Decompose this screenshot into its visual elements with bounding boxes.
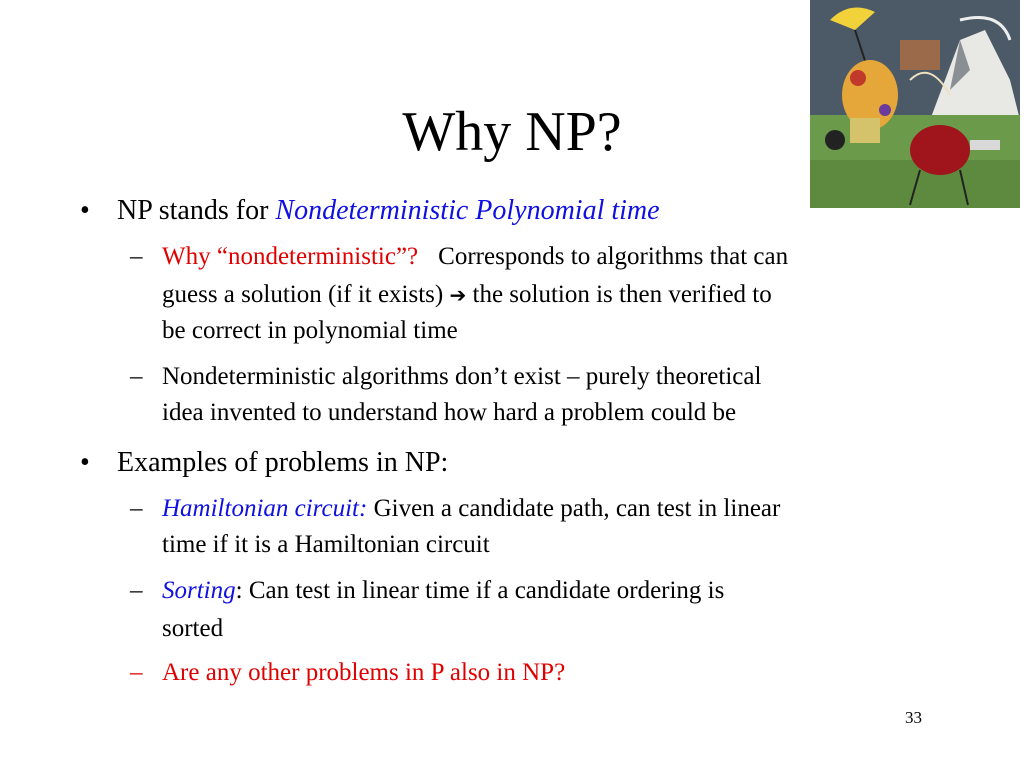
sub-1-1-line-2 <box>162 280 772 310</box>
bullet-1-highlight: Nondeterministic Polynomial time <box>275 195 660 226</box>
sub-2-1-term: Hamiltonian circuit <box>162 495 359 522</box>
arrow-right-icon: ➔ <box>449 283 467 307</box>
sub-1-1-red-lead: Why “nondeterministic”? <box>162 243 419 270</box>
bullet-2: Examples of problems in NP: <box>117 447 449 478</box>
sub-1-1-line-1 <box>162 242 788 272</box>
bullet-icon: • <box>80 447 90 478</box>
dash-icon: – <box>130 363 143 390</box>
sub-1-1-rest: Corresponds to algorithms that can <box>438 243 789 270</box>
dash-icon: – <box>130 495 143 522</box>
bullet-1-prefix: NP stands for <box>117 195 276 226</box>
sub-1-2-line-2: idea invented to understand how hard a problem could be <box>162 399 737 426</box>
bullet-1 <box>117 195 660 227</box>
dash-icon: – <box>130 577 143 604</box>
sub-2-2-rest: : Can test in linear time if a candidate ordering is <box>235 577 725 604</box>
sub-1-1-line-2a: guess a solution (if it exists) <box>162 281 444 308</box>
sub-2-3-question: Are any other problems in P also in NP? <box>162 659 566 686</box>
page-number: 33 <box>905 708 922 727</box>
bullet-icon: • <box>80 195 90 226</box>
dash-icon: – <box>130 659 143 686</box>
sub-1-1-line-2b: the solution is then verified to <box>472 281 772 308</box>
sub-2-2-term: Sorting <box>162 577 236 604</box>
sub-1-2-line-1: Nondeterministic algorithms don’t exist – purely theoretical <box>162 363 762 390</box>
slide-title: Why NP? <box>402 101 622 163</box>
sub-1-1-line-3: be correct in polynomial time <box>162 317 458 344</box>
sub-2-2-line-1 <box>162 576 724 606</box>
dash-icon: – <box>130 243 143 270</box>
sub-2-1-line-2: time if it is a Hamiltonian circuit <box>162 531 490 558</box>
sub-2-1-line-1 <box>162 494 780 524</box>
sub-2-2-line-2: sorted <box>162 615 224 642</box>
sub-2-1-colon: : <box>358 495 368 522</box>
sub-2-1-rest: Given a candidate path, can test in linear <box>367 495 781 522</box>
